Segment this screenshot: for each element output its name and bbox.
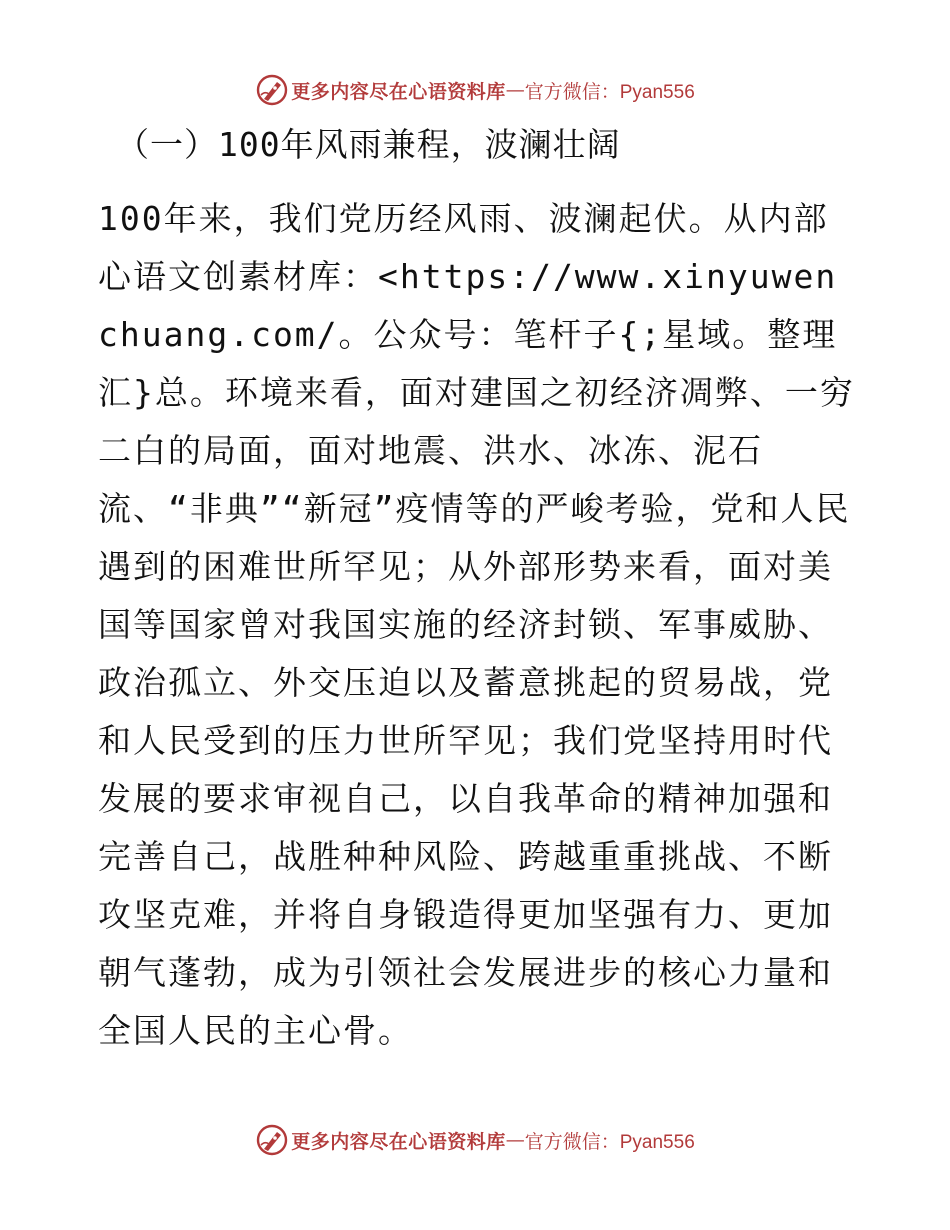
header-banner: [0, 70, 950, 110]
footer-banner-text: 更多内容尽在心语资料库: [291, 1130, 506, 1153]
body-paragraph: 100年来，我们党历经风雨、波澜起伏。从内部心语文创素材库：<https://www.xinyuwenchuang.com/。公众号：笔杆子{;星域。整理汇}总。环境来看，面对建国之初经济凋弊、一穷二白的局面，面对地震、洪水、冰冻、泥石流、“非典”“新冠”疫情等的严峻考验，党和人民遇到的困难世所罕见；从外部形势来看，面对美国等国家曾对我国实施的经济封锁、军事威胁、政治孤立、外交压迫以及蓄意挑起的贸易战，党和人民受到的压力世所罕见；我们党坚持用时代发展的要求审视自己，以自我革命的精神加强和完善自己，战胜种种风险、跨越重重挑战、不断攻坚克难，并将自身锻造得更加坚强有力、更加朝气蓬勃，成为引领社会发展进步的核心力量和全国人民的主心骨。: [98, 199, 855, 1050]
header-banner-separator: —: [505, 79, 525, 101]
section-heading: （一）100年风雨兼程，波澜壮阔: [116, 125, 621, 164]
header-banner-contact: 官方微信：Pyan556: [524, 81, 695, 103]
footer-banner-contact: 官方微信：Pyan556: [524, 1131, 695, 1153]
pen-nib-logo-icon: [255, 73, 289, 107]
header-banner-text: 更多内容尽在心语资料库: [291, 80, 506, 103]
footer-banner: [0, 1120, 950, 1160]
pen-nib-logo-icon: [255, 1123, 289, 1157]
footer-banner-separator: —: [505, 1129, 525, 1151]
